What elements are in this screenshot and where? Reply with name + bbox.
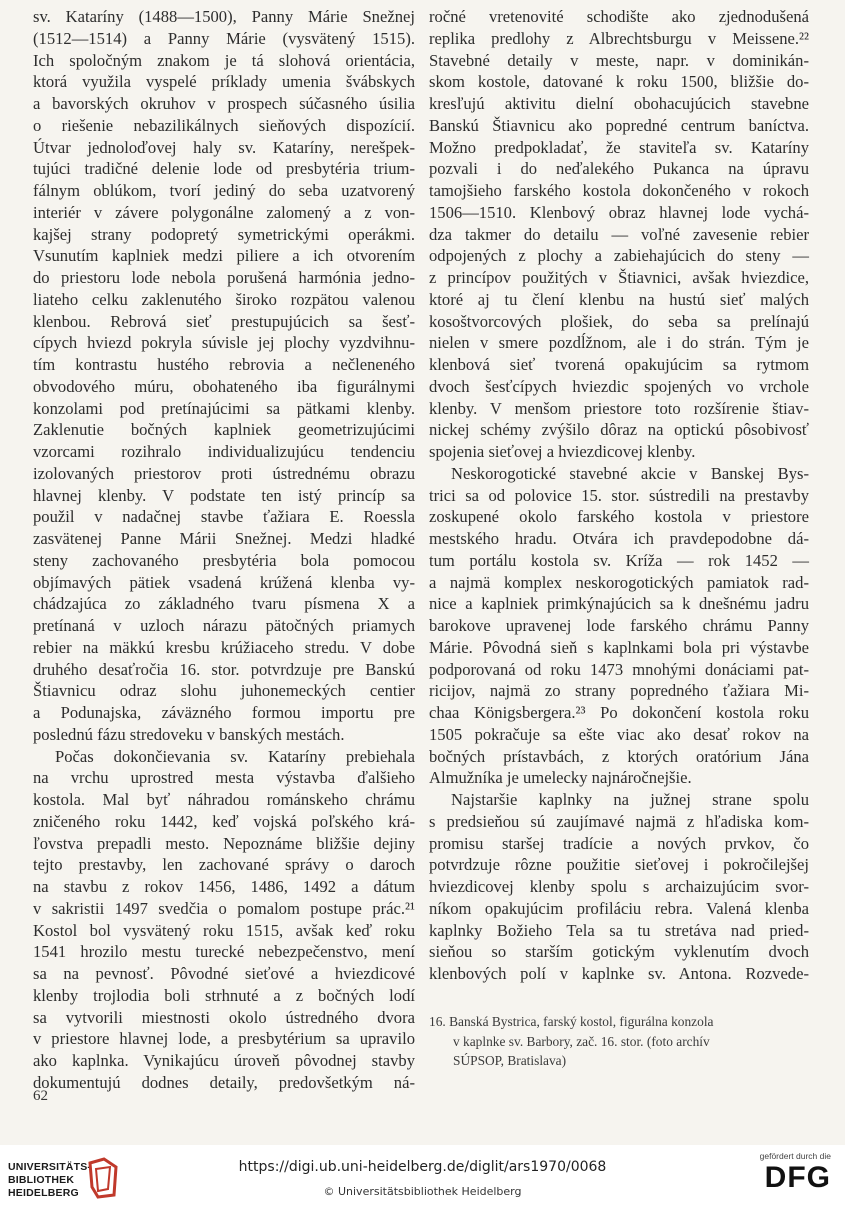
- text-line: 1541 hrozilo mestu turecké nebezpečenstvo, mení: [33, 942, 415, 962]
- page-number: 62: [33, 1088, 48, 1104]
- text-line: barokove upravenej lode farského chrámu Panny: [429, 616, 809, 635]
- text-line: zničeného roku 1442, keď vojská poľského krá-: [33, 811, 415, 831]
- text-line: Márie. Pôvodná sieň s kaplnkami bola pri výstavbe: [429, 637, 809, 657]
- text-line: mestského hradu. Otvára ich pravdepodobne dá-: [429, 529, 809, 548]
- text-line: níkom opakujúcim profiláciu rebra. Valená klenba: [429, 898, 809, 918]
- text-line: poslednú fázu stredoveku v banských mestách.: [33, 724, 345, 744]
- text-line: sa vytvorili miestnosti okolo ústredného dvora: [33, 1007, 415, 1027]
- text-line: o riešenie nebazilikálnych sieňových dispozícií.: [33, 115, 415, 135]
- text-line: vzorcami rozihralo individualizujúcu tendenciu: [33, 442, 415, 461]
- text-line: zasvätenej Panne Márii Snežnej. Medzi hladké: [33, 529, 415, 548]
- text-line: Útvar jednoloďovej haly sv. Kataríny, nerešpek-: [33, 137, 415, 157]
- text-line: replika predlohy z Albrechtsburgu v Meissene.²²: [429, 28, 809, 48]
- text-line: fálnym oblúkom, tvorí jediný do seba uzatvorený: [33, 181, 415, 200]
- text-line: Vsunutím kaplniek medzi piliere a ich otvorením: [33, 246, 415, 266]
- dfg-wordmark: DFG: [764, 1161, 831, 1194]
- text-line: do priestoru lode nebola porušená harmónia jedno-: [33, 268, 415, 287]
- text-line: Zaklenutie bočných kaplniek geometrizujúcimi: [33, 420, 415, 440]
- text-line: kajšej strany podopretý symetrickými operákmi.: [33, 224, 415, 244]
- text-line: spojenia sieťovej a hviezdicovej klenby.: [429, 442, 696, 461]
- text-line: dza takmer do detailu — voľné zavesenie rebier: [429, 224, 809, 244]
- text-line: tamojšieho farského kostola dokončeného v rokoch: [429, 181, 809, 200]
- dfg-logo[interactable]: [751, 1151, 831, 1201]
- text-line: hviezdicovej klenby spolu s archaizujúcim svor-: [429, 877, 809, 896]
- text-line: ktorá využila vyspelé príklady umenia švábskych: [33, 72, 415, 92]
- text-line: ľovstva prepadli mesto. Nepoznáme bližšie dejiny: [33, 833, 415, 853]
- text-line: promisu staršej tradície a nových prvkov, čo: [429, 833, 809, 853]
- text-line: pozvali i do neďalekého Pukanca na úpravu: [429, 159, 809, 179]
- text-line: v sakristii 1497 svedčia o pomalom postupe prác.²¹: [33, 898, 415, 918]
- figure-caption: [429, 1012, 809, 1071]
- text-column-right: [429, 6, 809, 985]
- text-line: klenby trojlodia boli strhnuté a z bočných lodí: [33, 985, 415, 1005]
- text-line: a najmä komplex neskorogotických pamiatok rad-: [429, 572, 809, 592]
- text-line: podporovaná od roku 1473 mnohými donáciami pat-: [429, 659, 809, 679]
- text-line: trici sa od polovice 15. stor. sústredili na prestavby: [429, 485, 809, 505]
- text-line: z princípov použitých v Štiavnici, avšak hviezdice,: [429, 268, 809, 287]
- text-line: Almužníka je umelecky najnáročnejšie.: [429, 768, 692, 788]
- text-line: Ich spoločným znakom je tá slohová orientácia,: [33, 50, 415, 70]
- text-line: na vrchu uprostred mesta výstavba ďalšieho: [33, 768, 415, 788]
- text-line: ktoré aj tu člení klenbu na hustú sieť malých: [429, 289, 809, 309]
- library-name-line: UNIVERSITÄTS-: [8, 1161, 92, 1173]
- text-line: obvodového múru, obohateného iba figurálnymi: [33, 376, 415, 396]
- text-line: druhého desaťročia 16. stor. potvrdzuje pre Banskú: [33, 659, 415, 679]
- text-line: v priestore hlavnej lode, a presbytérium sa upravilo: [33, 1029, 415, 1049]
- text-line: sieňou so starším gotickým vyklenutím dvoch: [429, 942, 809, 962]
- text-line: 1505 pokračuje sa ešte viac ako desať rokov na: [429, 724, 809, 744]
- text-column-left: [33, 6, 415, 1094]
- text-line: Štiavnicu odraz slohu juhonemeckých centier: [33, 681, 415, 701]
- text-line: liateho celku zaklenutého široko rozpätou valenou: [33, 289, 415, 309]
- text-line: použil v nadačnej stavbe ťažiara E. Roessla: [33, 507, 415, 527]
- text-line: ako kaplnka. Vynikajúcu úroveň pôvodnej stavby: [33, 1051, 415, 1070]
- text-line: tím kontrastu hustého rebrovia a nečleneného: [33, 355, 415, 374]
- text-line: tujúci tradičné delenie lode od presbytéria trium-: [33, 159, 415, 179]
- text-line: nice a kaplniek primkýnajúcich sa k dnešnému jadru: [429, 594, 809, 614]
- text-line: izolovaných priestorov proti ústrednému obrazu: [33, 463, 415, 483]
- text-line: sv. Kataríny (1488—1500), Panny Márie Snežnej: [33, 7, 415, 26]
- text-line: dvoch šesťcípych hviezdic spojených vo vrchole: [429, 376, 809, 396]
- library-name-line: BIBLIOTHEK: [8, 1174, 75, 1186]
- text-line: chádzajúca zo základného tvaru písmena X a: [33, 594, 415, 614]
- text-line: pretínaná v uzloch nárazu pätočných priamych: [33, 616, 415, 635]
- text-line: tejto prestavby, len zachované správy o daroch: [33, 855, 415, 875]
- text-line: chaa Königsbergera.²³ Po dokončení kostola roku: [429, 703, 809, 722]
- text-line: konzolami pod pretínajúcimi sa pätkami klenby.: [33, 398, 415, 418]
- text-line: interiér v závere polygonálne zalomený a z von-: [33, 202, 415, 222]
- library-name-line: HEIDELBERG: [8, 1187, 79, 1199]
- text-line: Neskorogotické stavebné akcie v Banskej Bys-: [451, 463, 809, 483]
- text-line: nielen v smere pozdĺžnom, ale i do strán. Tým je: [429, 333, 809, 353]
- text-line: Stavebné detaily v meste, napr. v dominikán-: [429, 50, 809, 70]
- copyright-notice: © Universitätsbibliothek Heidelberg: [323, 1185, 522, 1198]
- text-line: kaplnky Božieho Tela sa tu stretáva nad pried-: [429, 920, 809, 940]
- text-line: cípych hviezd pokryla súvisle jej plochy vyzdvihnu-: [33, 333, 415, 353]
- caption-line: SÚPSOP, Bratislava): [453, 1053, 567, 1068]
- text-line: objímavých pätiek vsadená krúžená klenba vy-: [33, 572, 415, 592]
- text-line: zoskupené okolo farského kostola v priestore: [429, 507, 809, 527]
- text-line: kresľujú aktivitu dielní obohacujúcich stavebne: [429, 94, 809, 113]
- text-line: skom kostole, datované k roku 1500, bližšie do-: [429, 72, 809, 92]
- text-line: kostola. Mal byť náhradou románskeho chrámu: [33, 790, 415, 809]
- text-line: (1512—1514) a Panny Márie (vysvätený 1515).: [33, 28, 415, 48]
- text-line: Možno predpokladať, že staviteľa sv. Kataríny: [429, 137, 809, 157]
- text-line: Počas dokončievania sv. Kataríny prebiehala: [55, 746, 415, 766]
- caption-line: 16. Banská Bystrica, farský kostol, figurálna konzola: [429, 1014, 714, 1029]
- text-line: klenby. V menšom priestore toto rozšírenie štiav-: [429, 398, 809, 418]
- text-line: odpojených z plochy a zabiehajúcich do steny —: [429, 246, 809, 266]
- text-line: 1506—1510. Klenbový obraz hlavnej lode vychá-: [429, 202, 809, 222]
- text-line: sa na pevnosť. Pôvodné sieťové a hviezdicové: [33, 964, 415, 983]
- text-line: ricijov, najmä zo strany popredného ťažiara Mi-: [429, 681, 809, 701]
- document-url-link[interactable]: https://digi.ub.uni-heidelberg.de/diglit/ars1970/0068: [238, 1159, 607, 1175]
- text-line: rebier na mäkkú kresbu krúžiaceho stredu. V dobe: [33, 637, 415, 657]
- text-line: bočných prístavbách, z ktorých oratórium Jána: [429, 746, 809, 766]
- text-line: Najstaršie kaplnky na južnej strane spolu: [451, 790, 809, 809]
- text-line: steny zachovaného presbytéria bola pomocou: [33, 550, 415, 570]
- caption-line: v kaplnke sv. Barbory, zač. 16. stor. (foto archív: [453, 1033, 710, 1049]
- text-line: nickej schémy zvýšilo dôraz na optickú pôsobivosť: [429, 420, 809, 440]
- text-line: ročné vretenovité schodište ako zjednodušená: [429, 7, 809, 26]
- text-line: Kostol bol vysvätený roku 1515, avšak keď roku: [33, 920, 415, 940]
- text-line: a bavorských okruhov v prospech súčasného úsilia: [33, 94, 415, 113]
- text-line: klenbových polí v kaplnke sv. Antona. Rozvede-: [429, 964, 809, 983]
- text-line: potvrdzuje rôzne použitie sieťovej i pokročilejšej: [429, 855, 809, 875]
- text-line: dokumentujú dodnes detaily, predovšetkým ná-: [33, 1072, 415, 1092]
- text-line: kosoštvorcových plošiek, do seba sa prelínajú: [429, 311, 809, 331]
- text-line: klenbou. Rebrová sieť prestupujúcich sa šesť-: [33, 311, 415, 331]
- footer-bar: [0, 1145, 845, 1207]
- text-line: hlavnej klenby. V podstate ten istý princíp sa: [33, 485, 415, 505]
- text-line: klenbová sieť tvorená opakujúcim sa rytmom: [429, 355, 809, 374]
- text-line: a Podunajska, záväzného formou importu pre: [33, 703, 415, 722]
- text-line: s predsieňou sú zaujímavé najmä z hľadiska kom-: [429, 811, 809, 831]
- text-line: na stavbu z rokov 1456, 1486, 1492 a dátum: [33, 877, 415, 896]
- funded-by-text: gefördert durch die: [759, 1151, 831, 1161]
- text-line: Banskú Štiavnicu ako popredné centrum baníctva.: [429, 115, 809, 135]
- text-line: tum portálu kostola sv. Kríža — rok 1452 —: [429, 550, 809, 570]
